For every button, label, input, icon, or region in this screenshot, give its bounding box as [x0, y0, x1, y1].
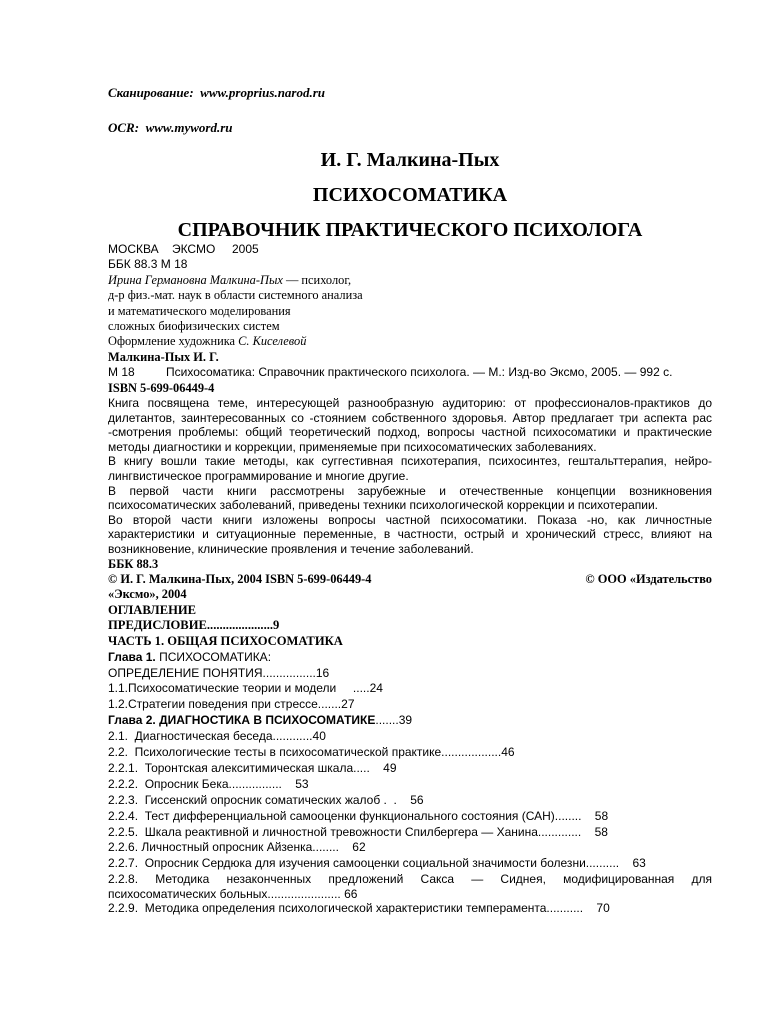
annotation-p4: Во второй части книги изложены вопросы частной психосоматики. Показа -но, как личностные характеристики и ситуационные переменные, в частности, острый и хронический стресс, влияют на возникновение, клинические проявления и течение заболеваний. — [108, 512, 712, 556]
ocr-credit — [108, 120, 233, 136]
biblio-code: М 18 — [108, 365, 135, 380]
chapter1-title2: ОПРЕДЕЛЕНИЕ ПОНЯТИЯ — [108, 665, 263, 680]
copyright-line — [108, 572, 712, 587]
copyright-bbk: ББК 88.3 — [108, 556, 159, 571]
author-bio-line4: сложных биофизических систем — [108, 319, 280, 334]
author-bio-line2: д-р физ.-мат. наук в области системного анализа — [108, 288, 363, 303]
annotation-p2: В книгу вошли такие методы, как суггестивная психотерапия, психосинтез, гештальттерапия, нейро-лингвистическое программирование и многие другие. — [108, 454, 712, 484]
toc-item[interactable]: 2.2.2. Опросник Бека................ 53 — [108, 776, 309, 791]
toc-item[interactable]: 2.2.4. Тест дифференциальной самооценки функционального состояния (САН)........ 58 — [108, 808, 609, 823]
copyright-author: © И. Г. Малкина-Пых, 2004 ISBN 5-699-06449-4 — [108, 572, 372, 586]
city: МОСКВА — [108, 242, 159, 256]
book-subtitle: СПРАВОЧНИК ПРАКТИЧЕСКОГО ПСИХОЛОГА — [177, 219, 643, 241]
bbk-udk: ББК 88.3 М 18 — [108, 257, 188, 272]
author-short: Малкина-Пых И. Г. — [108, 349, 219, 364]
chapter2-page: .......39 — [375, 713, 413, 728]
toc-item[interactable]: 1.2.Стратегии поведения при стрессе.......27 — [108, 697, 355, 712]
toc-chapter1[interactable] — [108, 650, 712, 666]
scan-url[interactable]: www.proprius.narod.ru — [200, 85, 326, 100]
author-bio-line1 — [108, 273, 712, 288]
toc-item[interactable]: 2.1. Диагностическая беседа............40 — [108, 729, 326, 744]
chapter2-title: Глава 2. ДИАГНОСТИКА В ПСИХОСОМАТИКЕ — [108, 713, 376, 728]
toc-item[interactable]: 2.2.1. Торонтская алекситимическая шкала..... 49 — [108, 760, 397, 775]
chapter1-page: ................16 — [262, 665, 330, 680]
biblio-record — [108, 365, 712, 380]
toc-item[interactable]: 2.2.8. Методика незаконченных предложений Сакса — Сиднея, модифицированная для психосоматических больных...................... 66 — [108, 872, 712, 901]
year: 2005 — [231, 242, 259, 256]
book-title: ПСИХОСОМАТИКА — [312, 184, 508, 206]
scan-credit — [108, 85, 325, 101]
copyright-publisher-2: «Эксмо», 2004 — [108, 587, 187, 602]
publication-line — [108, 242, 712, 257]
toc-item[interactable]: 2.2.7. Опросник Сердюка для изучения самооценки социальной значимости болезни.......... 63 — [108, 856, 646, 871]
copyright-publisher: © ООО «Издательство — [585, 572, 712, 586]
biblio-text: Психосоматика: Справочник практического психолога. — М.: Изд-во Эксмо, 2005. — 992 с. — [166, 365, 673, 380]
toc-item[interactable]: 2.2.6. Личностный опросник Айзенка........ 62 — [108, 840, 366, 855]
toc-preface[interactable]: ПРЕДИСЛОВИЕ.....................9 — [108, 618, 280, 633]
annotation-p3: В первой части книги рассмотрены зарубежные и отечественные концепции возникновения психосоматических заболеваний, приведены техники психологической коррекции и психотерапии. — [108, 483, 712, 513]
design-label: Оформление художника — [108, 334, 239, 349]
toc-item[interactable]: 1.1.Психосоматические теории и модели .....24 — [108, 681, 383, 696]
ocr-url[interactable]: www.myword.ru — [145, 120, 233, 135]
author-desc: — психолог, — [282, 272, 352, 287]
book-author: И. Г. Малкина-Пых — [320, 149, 500, 171]
author-full-name: Ирина Германовна Малкина-Пых — [108, 272, 283, 287]
toc-item[interactable]: 2.2.5. Шкала реактивной и личностной тревожности Спилбергера — Ханина............. 58 — [108, 824, 608, 839]
toc-item[interactable]: 2.2.3. Гиссенский опросник соматических жалоб . . 56 — [108, 792, 424, 807]
design-artist: С. Киселевой — [238, 334, 307, 349]
ocr-label: OCR: — [108, 120, 140, 135]
toc-heading: ОГЛАВЛЕНИЕ — [108, 602, 197, 617]
toc-chapter1-cont[interactable] — [108, 666, 712, 682]
chapter1-label: Глава 1. — [108, 649, 156, 664]
toc-part1[interactable]: ЧАСТЬ 1. ОБЩАЯ ПСИХОСОМАТИКА — [108, 634, 343, 648]
isbn: ISBN 5-699-06449-4 — [108, 380, 215, 395]
toc-item[interactable]: 2.2.9. Методика определения психологической характеристики темперамента........... 70 — [108, 901, 610, 916]
publisher: ЭКСМО — [171, 242, 216, 256]
imprint-block — [108, 242, 712, 917]
chapter1-title: ПСИХОСОМАТИКА: — [155, 649, 272, 664]
toc-item[interactable]: 2.2. Психологические тесты в психосоматической практике..................46 — [108, 745, 515, 760]
annotation-p1: Книга посвящена теме, интересующей разнообразную аудиторию: от профессионалов-практиков до дилетантов, заинтересованных со -стоянием собственного здоровья. Автор предлагает три аспекта рас -смотрения проблемы: общий теоретический подход, вопросы частной психосоматики и практические методы диагностики и коррекции, применяемые при психосоматических заболеваниях. — [108, 396, 712, 454]
design-credit — [108, 334, 712, 349]
scan-label: Сканирование: — [108, 85, 194, 100]
author-bio-line3: и математического моделирования — [108, 303, 291, 318]
toc-chapter2[interactable] — [108, 713, 712, 729]
